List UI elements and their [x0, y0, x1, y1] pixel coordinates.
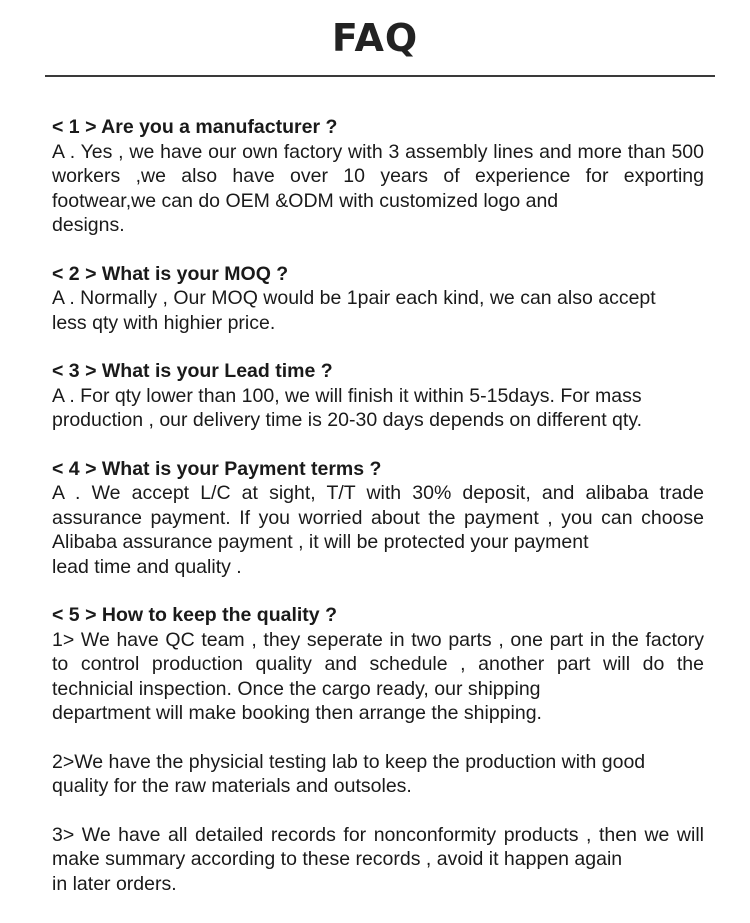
quality-point-2 — [52, 750, 704, 799]
faq-answer: A . For qty lower than 100, we will finish it within 5-15days. For mass — [52, 384, 642, 407]
page-title: FAQ — [331, 16, 419, 60]
faq-answer-end: in later orders. — [52, 872, 177, 895]
faq-answer-end: production , our delivery time is 20-30 days depends on different qty. — [52, 409, 643, 431]
faq-question: < 5 > How to keep the quality ? — [52, 604, 337, 626]
faq-answer: 2>We have the physicial testing lab to keep the production with good — [52, 750, 646, 773]
faq-item-2 — [52, 262, 704, 336]
faq-answer: A . We accept L/C at sight, T/T with 30% deposit, and alibaba trade assurance payment. If you worried about the payment , you can choose Alibaba assurance payment , it will be protected your payment — [52, 482, 704, 553]
faq-answer-end: lead time and quality . — [52, 555, 242, 578]
faq-answer-end: department will make booking then arrange the shipping. — [52, 702, 542, 724]
faq-item-5 — [52, 603, 704, 896]
quality-point-3 — [52, 823, 704, 897]
faq-item-1 — [52, 115, 704, 238]
title-divider — [45, 75, 715, 77]
faq-answer: 3> We have all detailed records for nonconformity products , then we will make summary according to these records , avoid it happen again — [52, 823, 704, 870]
faq-question: < 2 > What is your MOQ ? — [52, 262, 289, 285]
faq-question: < 4 > What is your Payment terms ? — [52, 457, 382, 480]
quality-point-1 — [52, 628, 704, 726]
faq-item-3 — [52, 359, 704, 433]
faq-question: < 3 > What is your Lead time ? — [52, 360, 333, 382]
faq-item-4 — [52, 457, 704, 580]
faq-answer: 1> We have QC team , they seperate in two parts , one part in the factory to control production quality and schedule , another part will do the technicial inspection. Once the cargo ready, our shipping — [52, 628, 704, 700]
faq-question: < 1 > Are you a manufacturer ? — [52, 116, 338, 138]
faq-list — [52, 115, 704, 920]
faq-answer-end: quality for the raw materials and outsoles. — [52, 775, 412, 797]
faq-answer: A . Yes , we have our own factory with 3 assembly lines and more than 500 workers ,we also have over 10 years of experience for exporting footwear,we can do OEM &ODM with customized logo and — [52, 140, 704, 212]
faq-answer-end: designs. — [52, 214, 125, 236]
faq-answer: A . Normally , Our MOQ would be 1pair each kind, we can also accept — [52, 287, 656, 309]
faq-answer-end: less qty with highier price. — [52, 311, 276, 334]
